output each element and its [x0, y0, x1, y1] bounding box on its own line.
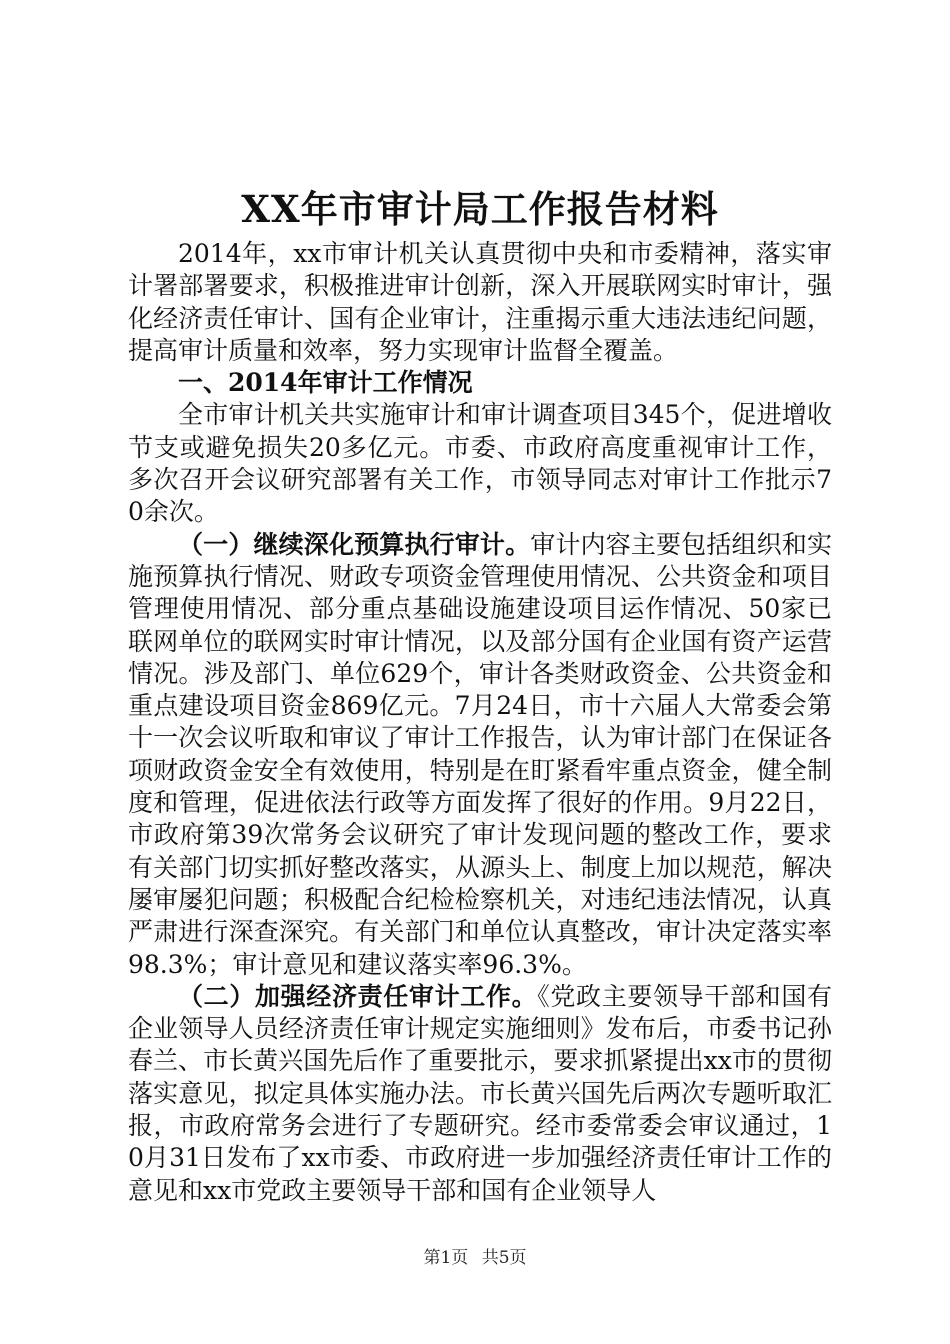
subsection-2-heading: （二）加强经济责任审计工作。: [178, 981, 538, 1011]
subsection-1-paragraph: [128, 529, 832, 981]
subsection-1-body: 审计内容主要包括组织和实施预算执行情况、财政专项资金管理使用情况、公共资金和项目管理使用情况、部分重点基础设施建设项目运作情况、50家已联网单位的联网实时审计情况，以及部分国有企业国有资产运营情况。涉及部门、单位629个，审计各类财政资金、公共资金和重点建设项目资金869亿元。7月24日，市十六届人大常委会第十一次会议听取和审议了审计工作报告，认为审计部门在保证各项财政资金安全有效使用，特别是在盯紧看牢重点资金，健全制度和管理，促进依法行政等方面发挥了很好的作用。9月22日，市政府第39次常务会议研究了审计发现问题的整改工作，要求有关部门切实抓好整改落实，从源头上、制度上加以规范，解决屡审屡犯问题；积极配合纪检检察机关，对违纪违法情况，认真严肃进行深查深究。有关部门和单位认真整改，审计决定落实率98.3%；审计意见和建议落实率96.3%。: [128, 529, 832, 979]
page-footer: [0, 1243, 950, 1268]
subsection-2-paragraph: [128, 981, 832, 1207]
page-number: 第1页: [423, 1248, 469, 1268]
document-page: [128, 180, 832, 1207]
subsection-1-heading: （一）继续深化预算执行审计。: [178, 529, 531, 559]
intro-paragraph: 2014年，xx市审计机关认真贯彻中央和市委精神，落实审计署部署要求，积极推进审计创新，深入开展联网实时审计，强化经济责任审计、国有企业审计，注重揭示重大违法违纪问题，提高审计质量和效率，努力实现审计监督全覆盖。: [128, 239, 832, 365]
subsection-2-body: 《党政主要领导干部和国有企业领导人员经济责任审计规定实施细则》发布后，市委书记孙春兰、市长黄兴国先后作了重要批示，要求抓紧提出xx市的贯彻落实意见，拟定具体实施办法。市长黄兴国先后两次专题听取汇报，市政府常务会进行了专题研究。经市委常委会审议通过，10月31日发布了xx市委、市政府进一步加强经济责任审计工作的意见和xx市党政主要领导干部和国有企业领导人: [128, 981, 832, 1205]
page-total: 共5页: [481, 1248, 527, 1268]
section-heading: 一、2014年审计工作情况: [178, 368, 473, 398]
section-body-paragraph: 全市审计机关共实施审计和审计调查项目345个，促进增收节支或避免损失20多亿元。市委、市政府高度重视审计工作，多次召开会议研究部署有关工作，市领导同志对审计工作批示70余次。: [128, 400, 832, 527]
document-title: XX年市审计局工作报告材料: [241, 187, 719, 231]
